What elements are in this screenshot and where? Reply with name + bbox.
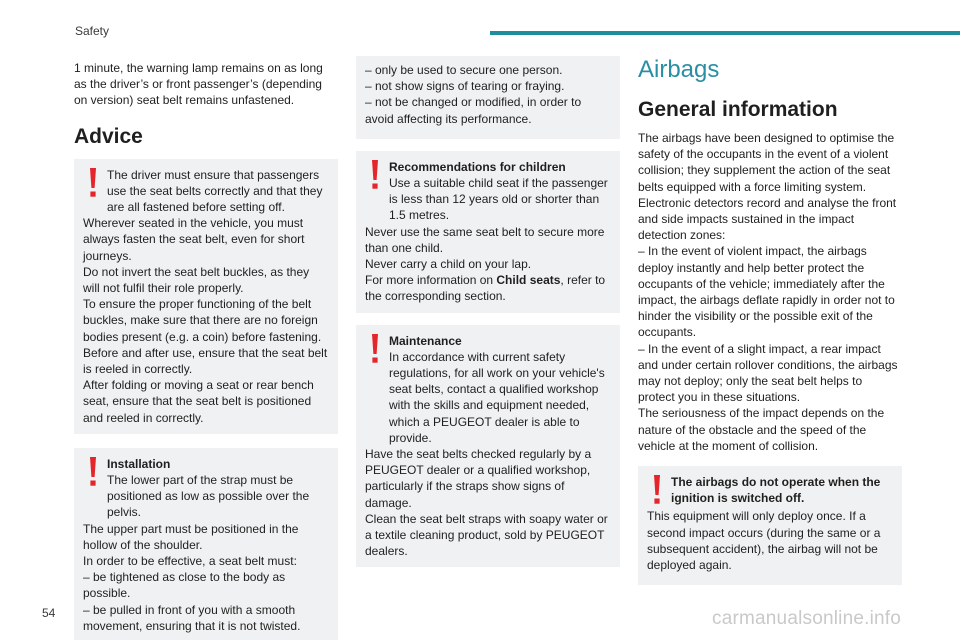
warning-exclamation-icon: [648, 474, 666, 508]
installation-line: The upper part must be positioned in the hollow of the shoulder.: [83, 521, 299, 552]
advice-box-line: To ensure the proper functioning of the belt buckles, make sure that there are no foreign bodies present (e.g. a coin) before fastening.: [83, 297, 322, 344]
page-number: 54: [42, 606, 56, 620]
column-right: [638, 56, 902, 595]
condition-line: – not show signs of tearing or fraying.: [365, 79, 565, 94]
column-middle: [356, 56, 620, 577]
advice-box-line: After folding or moving a seat or rear bench seat, ensure that the seat belt is positioned and reeled in correctly.: [83, 378, 314, 425]
installation-line: – be pulled in front of you with a smooth movement, ensuring that it is not twisted.: [83, 602, 301, 633]
maintenance-title: Maintenance: [389, 333, 462, 348]
children-line: Never use the same seat belt to secure more than one child.: [365, 224, 605, 255]
installation-line: In order to be effective, a seat belt must:: [83, 554, 297, 569]
installation-line: – be tightened as close to the body as possible.: [83, 570, 286, 601]
maintenance-line: Have the seat belts checked regularly by a PEUGEOT dealer or a qualified workshop, particularly if the straps show signs of damage.: [365, 447, 592, 510]
installation-warning-box: [74, 448, 338, 640]
warning-exclamation-icon: [366, 159, 384, 193]
warning-exclamation-icon: [84, 167, 102, 201]
condition-line: – not be changed or modified, in order to avoid affecting its performance.: [365, 95, 582, 126]
lead-paragraph: 1 minute, the warning lamp remains on as long as the driver’s or front passenger’s (depending on version) seat belt remains unfastened.: [74, 61, 323, 108]
maintenance-first-line: In accordance with current safety regulations, for all work on your vehicle's seat belts, contact a qualified workshop with the skills and equipment needed, which a PEUGEOT dealer is able to provide.: [389, 349, 605, 445]
advice-warning-box: [74, 159, 338, 434]
reference-text-after: , refer to the corresponding section.: [365, 273, 606, 304]
body-paragraph: – In the event of a slight impact, a rear impact and under certain rollover conditions, the airbags may not deploy; only the seat belt helps to protect you in these situations.: [638, 341, 898, 405]
installation-title: Installation: [107, 456, 171, 471]
body-paragraph: Electronic detectors record and analyse the front and side impacts sustained in the impact detection zones:: [638, 195, 897, 243]
installation-first-line: The lower part of the strap must be positioned as low as possible over the pelvis.: [107, 473, 310, 520]
airbag-warning-title: The airbags do not operate when the ignition is switched off.: [671, 475, 881, 506]
warning-exclamation-icon: [84, 456, 102, 490]
airbags-body-text: [638, 130, 902, 454]
maintenance-warning-box: [356, 325, 620, 568]
advice-heading: Advice: [74, 124, 143, 148]
site-watermark: carmanualsonline.info: [712, 608, 902, 629]
airbag-ignition-warning-box: [638, 466, 902, 585]
advice-box-line: Wherever seated in the vehicle, you must always fasten the seat belt, even for short journeys.: [83, 216, 305, 263]
airbag-warning-line: This equipment will only deploy once. If a second impact occurs (during the same or a subsequent accident), the airbag will not be deployed again.: [647, 509, 881, 573]
header-accent-bar: [490, 31, 960, 35]
column-left: [74, 56, 338, 640]
body-paragraph: – In the event of violent impact, the airbags deploy instantly and help better protect the occupants of the vehicle; immediately after the impact, the airbags deflate rapidly in order not to hinder the visibility or the possible exit of the occupants.: [638, 244, 895, 340]
reference-text-before: For more information on: [365, 273, 497, 288]
children-warning-box: [356, 151, 620, 313]
children-reference: [365, 272, 611, 304]
condition-line: – only be used to secure one person.: [365, 63, 563, 77]
children-line: Never carry a child on your lap.: [365, 257, 532, 272]
maintenance-line: Clean the seat belt straps with soapy water or a textile cleaning product, sold by PEUGEOT dealers.: [365, 511, 608, 559]
body-paragraph: The seriousness of the impact depends on the nature of the obstacle and the speed of the vehicle at the moment of collision.: [638, 406, 885, 453]
children-title: Recommendations for children: [389, 159, 566, 174]
running-header-section: Safety: [75, 24, 110, 38]
advice-box-line: Before and after use, ensure that the seat belt is reeled in correctly.: [83, 345, 328, 377]
children-first-line: Use a suitable child seat if the passenger is less than 12 years old or shorter than 1.5 metres.: [389, 176, 608, 223]
warning-exclamation-icon: [366, 333, 384, 367]
body-paragraph: The airbags have been designed to optimise the safety of the occupants in the event of a violent collision; they supplement the action of the seat belts equipped with a force limiting system.: [638, 131, 895, 194]
advice-box-first-line: The driver must ensure that passengers use the seat belts correctly and that they are all fastened before setting off.: [107, 167, 323, 215]
seat-belt-conditions-box: [356, 56, 620, 139]
child-seats-reference: Child seats: [496, 273, 561, 288]
general-information-heading: General information: [638, 98, 838, 121]
advice-box-line: Do not invert the seat belt buckles, as they will not fulfil their role properly.: [83, 264, 310, 296]
airbags-section-heading: Airbags: [638, 56, 720, 83]
